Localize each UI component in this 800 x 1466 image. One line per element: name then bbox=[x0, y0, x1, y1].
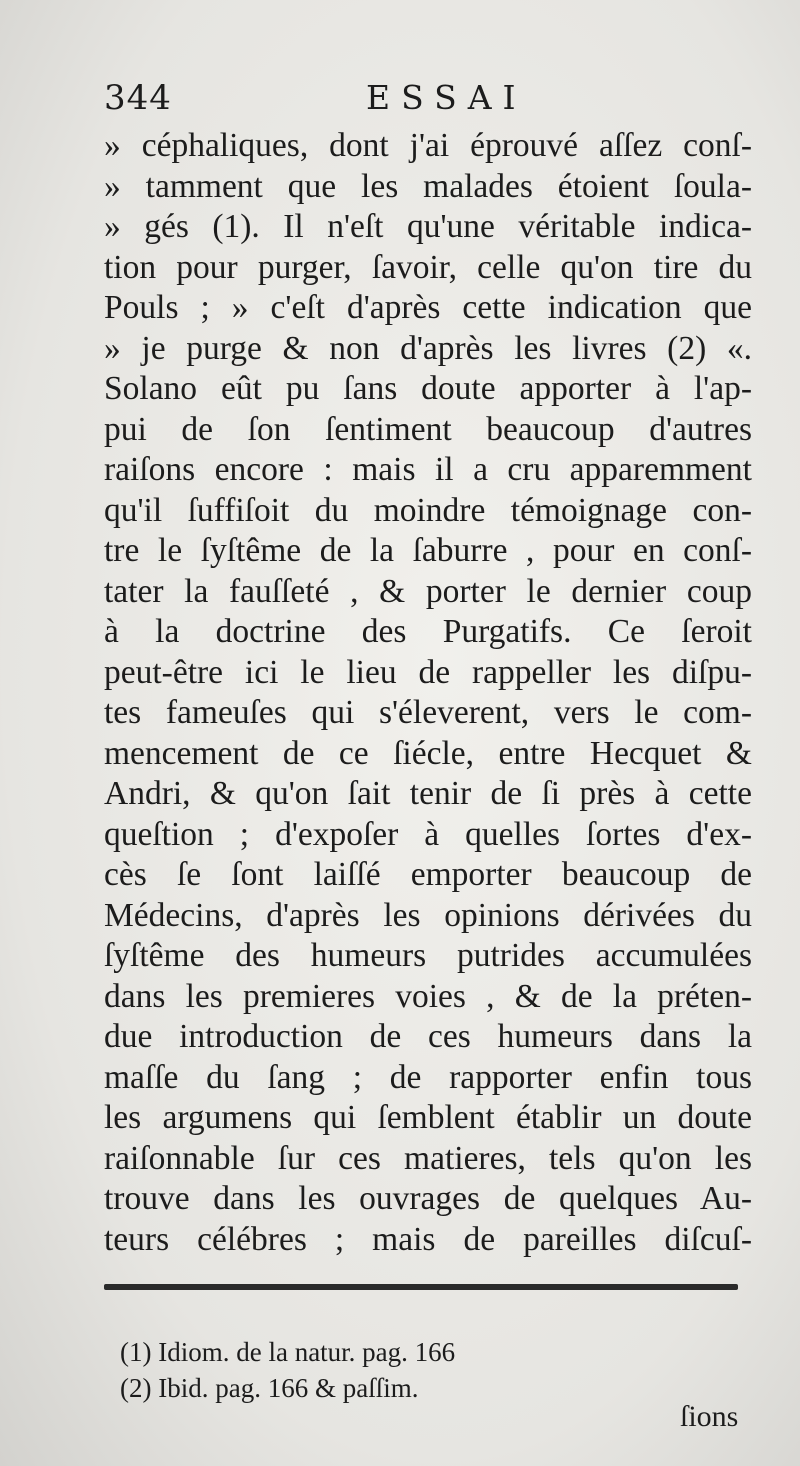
text-line: tre le ſyſtême de la ſaburre , pour en conſ- bbox=[104, 532, 752, 569]
page-number: 344 bbox=[104, 78, 172, 118]
text-line: cès ſe ſont laiſſé emporter beaucoup de bbox=[104, 856, 752, 893]
page-header bbox=[104, 78, 744, 128]
text-line: Andri, & qu'on ſait tenir de ſi près à cette bbox=[104, 775, 752, 812]
text-line: Médecins, d'après les opinions dérivées du bbox=[104, 896, 752, 934]
text-line: les argumens qui ſemblent établir un doute bbox=[104, 1099, 752, 1136]
text-line: » gés (1). Il n'eſt qu'une véritable indica- bbox=[104, 208, 752, 245]
text-line: tater la fauſſeté , & porter le dernier coup bbox=[104, 572, 752, 610]
text-line: mencement de ce ſiécle, entre Hecquet & bbox=[104, 734, 752, 772]
text-line: qu'il ſuffiſoit du moindre témoignage con- bbox=[104, 491, 752, 529]
catchword: ſions bbox=[680, 1400, 739, 1433]
text-line: dans les premieres voies , & de la préten- bbox=[104, 977, 752, 1015]
text-line: raiſons encore : mais il a cru apparemment bbox=[104, 451, 752, 488]
text-line: queſtion ; d'expoſer à quelles ſortes d'ex- bbox=[104, 815, 752, 853]
text-line: maſſe du ſang ; de rapporter enfin tous bbox=[104, 1058, 752, 1096]
text-line: teurs célébres ; mais de pareilles diſcuſ- bbox=[104, 1220, 752, 1258]
running-head: ESSAI bbox=[366, 78, 527, 117]
text-line: tion pour purger, ſavoir, celle qu'on tire du bbox=[104, 248, 752, 286]
text-line: » céphaliques, dont j'ai éprouvé aſſez conſ- bbox=[104, 127, 752, 164]
text-line: tes fameuſes qui s'éleverent, vers le com- bbox=[104, 694, 752, 731]
text-line: peut-être ici le lieu de rappeller les diſpu- bbox=[104, 653, 752, 691]
text-line: raiſonnable ſur ces matieres, tels qu'on les bbox=[104, 1139, 752, 1177]
text-line: à la doctrine des Purgatifs. Ce ſeroit bbox=[104, 613, 752, 650]
text-line: trouve dans les ouvrages de quelques Au- bbox=[104, 1180, 752, 1217]
footnote-1: (1) Idiom. de la natur. pag. 166 bbox=[120, 1337, 456, 1367]
text-line: pui de ſon ſentiment beaucoup d'autres bbox=[104, 410, 752, 448]
text-line: » je purge & non d'après les livres (2) «. bbox=[104, 329, 752, 367]
text-line: ſyſtême des humeurs putrides accumulées bbox=[104, 937, 752, 974]
text-line: Pouls ; » c'eſt d'après cette indication que bbox=[104, 289, 752, 326]
text-line: Solano eût pu ſans doute apporter à l'ap- bbox=[104, 370, 752, 407]
text-line: due introduction de ces humeurs dans la bbox=[104, 1018, 752, 1055]
text-line: » tamment que les malades étoient ſoula- bbox=[104, 167, 752, 205]
body-text bbox=[104, 126, 752, 1260]
footnote-divider bbox=[104, 1284, 738, 1290]
footnotes bbox=[120, 1334, 680, 1406]
footnote-2: (2) Ibid. pag. 166 & paſſim. bbox=[120, 1373, 419, 1403]
